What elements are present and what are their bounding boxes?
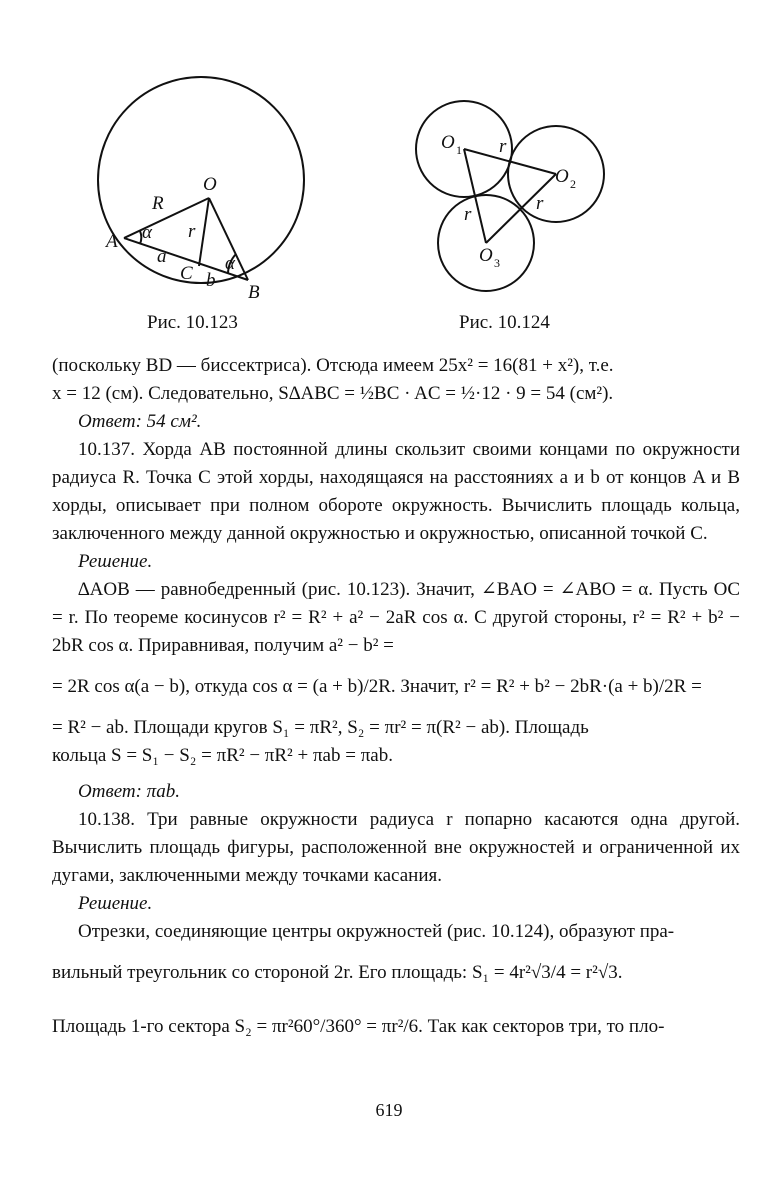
label-O1-sub: 1 <box>456 143 462 157</box>
solution-10-137-line-cos: = 2R cos α(a − b), откуда cos α = (a + b)/2R. Значит, r² = R² + b² − 2bR·(a + b)/2R = <box>52 676 702 697</box>
solution-heading-1: Решение. <box>78 551 153 572</box>
solution-10-138-line-2: вильный треугольник со стороной 2r. Его площадь: S₁ = 4r²√3/4 = r²√3. <box>52 962 623 983</box>
caption-fig-10-124: Рис. 10.124 <box>459 312 550 333</box>
solution-10-137-line-ring: кольца S = S₁ − S₂ = πR² − πR² + πab = πab. <box>52 745 393 766</box>
caption-fig-10-123: Рис. 10.123 <box>147 312 238 333</box>
label-A: A <box>106 231 118 252</box>
problem-10-138: 10.138. Три равные окружности радиуса r попарно касаются одна другой. Вычислить площадь фигуры, расположенной вне окружностей и ограниченной их дугами, заключенными между точками касания. <box>52 809 740 886</box>
label-O3-sub: 3 <box>494 256 500 270</box>
figure-10-124 <box>416 101 604 291</box>
solution-heading-2: Решение. <box>78 893 153 914</box>
segment-OC <box>199 198 209 266</box>
solution-10-137-part-1: ∆AOB — равнобедренный (рис. 10.123). Значит, ∠BAO = ∠ABO = α. Пусть OC = r. По теореме косинусов r² = R² + a² − 2aR cos α. С другой стороны, r² = R² + b² − 2bR cos α. Приравнивая, получим a² − b² = <box>52 579 740 656</box>
label-O3: O <box>479 245 493 266</box>
label-B: B <box>248 282 260 303</box>
segment-O1O2 <box>464 149 556 174</box>
answer-2: Ответ: πab. <box>78 781 180 802</box>
label-r-left: r <box>464 204 472 225</box>
figures-svg <box>0 0 778 340</box>
label-r: r <box>188 221 196 242</box>
figures-area <box>0 0 778 340</box>
solution-10-138-line-3: Площадь 1-го сектора S₂ = πr²60°/360° = πr²/6. Так как секторов три, то пло- <box>52 1016 665 1037</box>
page-number: 619 <box>375 1100 403 1120</box>
label-O: O <box>203 174 217 195</box>
solution-10-137-line-areas: = R² − ab. Площади кругов S₁ = πR², S₂ = πr² = π(R² − ab). Площадь <box>52 717 589 738</box>
label-O2: O <box>555 166 569 187</box>
label-alpha-A: α <box>142 222 152 243</box>
label-O2-sub: 2 <box>570 177 576 191</box>
label-b: b <box>206 270 216 291</box>
solution-10-138-line-1: Отрезки, соединяющие центры окружностей (рис. 10.124), образуют пра- <box>78 921 675 942</box>
text-line-1: (поскольку BD — биссектриса). Отсюда имеем 25x² = 16(81 + x²), т.е. <box>52 355 614 376</box>
figure-10-123 <box>98 77 304 283</box>
label-r-right: r <box>536 193 544 214</box>
text-line-2: x = 12 (см). Следовательно, S∆ABC = ½BC · AC = ½·12 · 9 = 54 (см²). <box>52 383 614 404</box>
label-a: a <box>157 246 167 267</box>
label-alpha-B: α <box>225 253 235 274</box>
label-R: R <box>152 193 164 214</box>
problem-10-137: 10.137. Хорда AB постоянной длины скользит своими концами по окружности радиуса R. Точка C этой хорды, находящаяся на расстояниях a и b от концов A и B хорды, описывает при полном обороте окружность. Вычислить площадь кольца, заключенного между данной окружностью и окружностью, описанной точкой C. <box>52 439 740 544</box>
label-C: C <box>180 263 193 284</box>
label-O1: O <box>441 132 455 153</box>
label-r-top: r <box>499 136 507 157</box>
answer-1: Ответ: 54 см². <box>78 411 202 432</box>
page-text <box>52 352 740 1054</box>
segment-AO <box>124 198 209 238</box>
